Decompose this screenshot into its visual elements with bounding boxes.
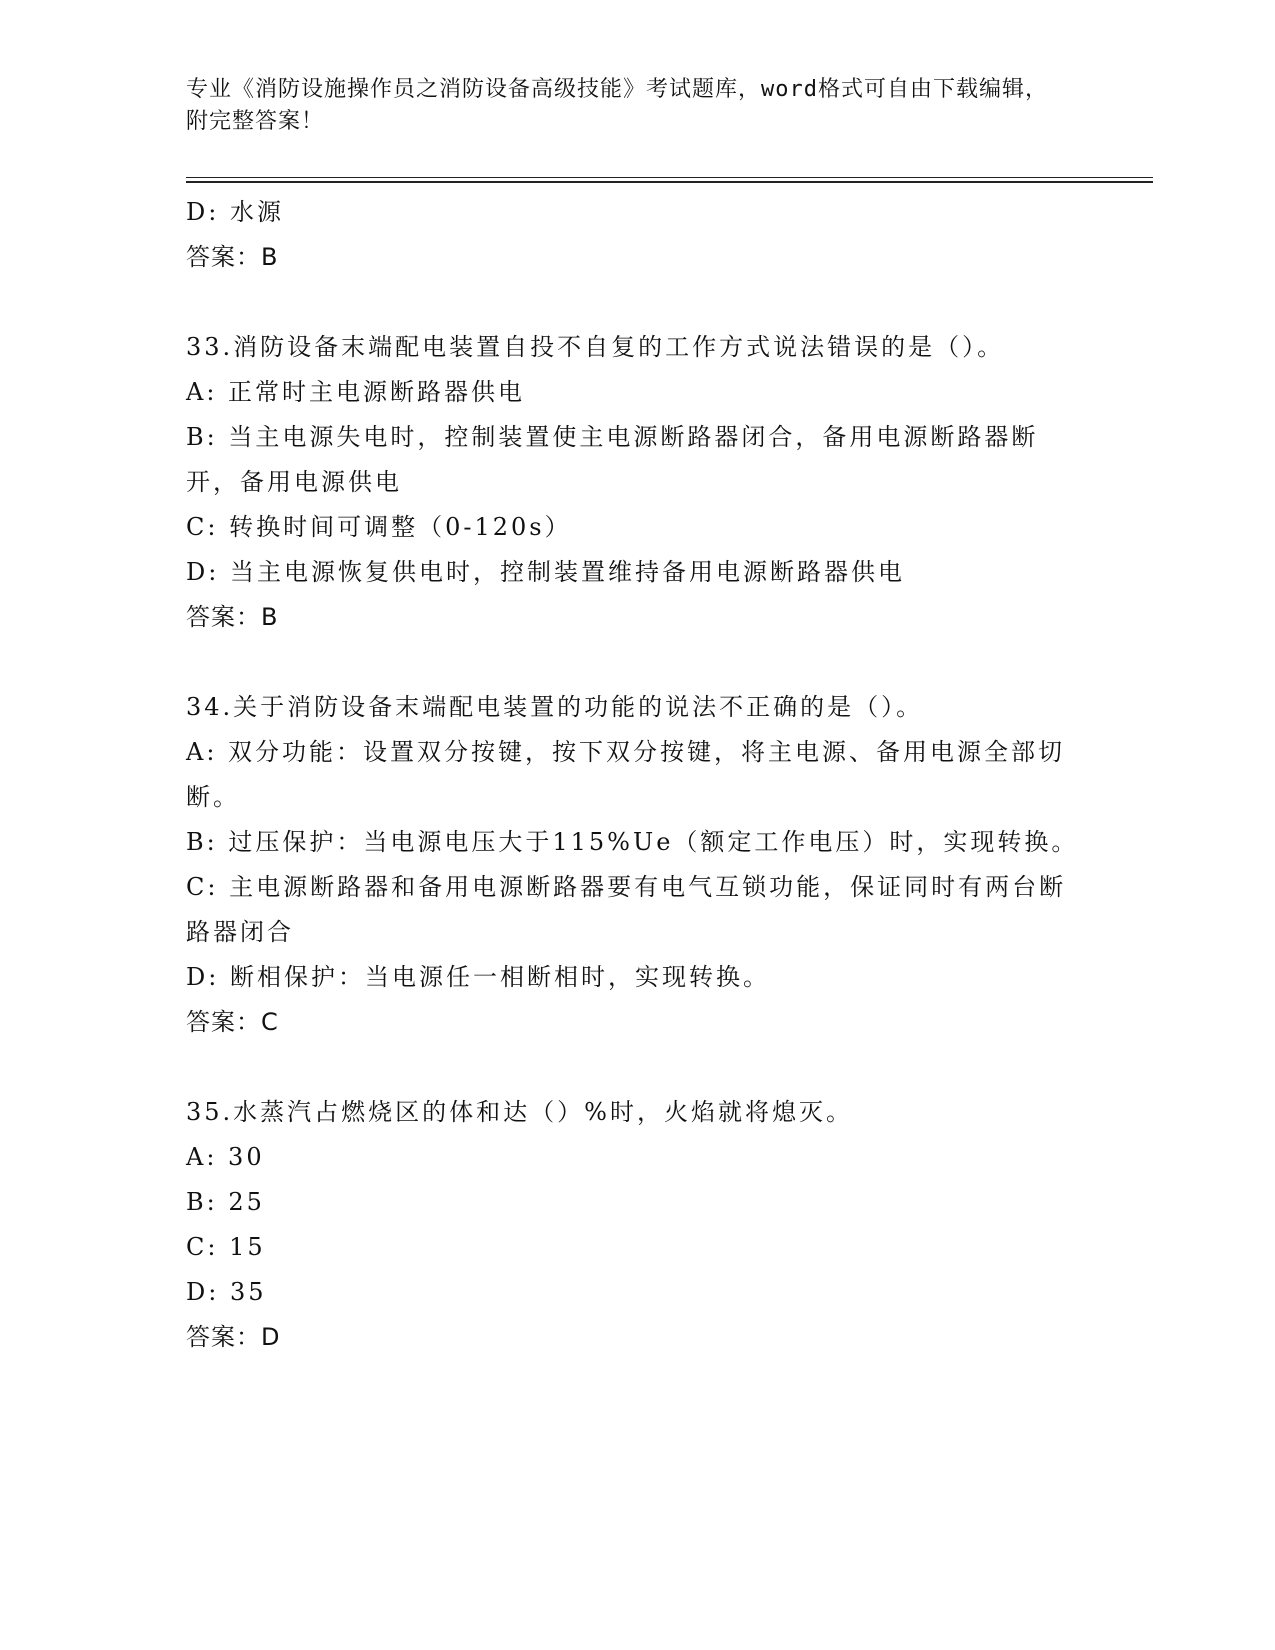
document-header: 专业《消防设施操作员之消防设备高级技能》考试题库，word格式可自由下载编辑，附完整答案！	[186, 77, 1048, 134]
option-c: C: 主电源断路器和备用电源断路器要有电气互锁功能，保证同时有两台断路器闭合	[186, 873, 1067, 946]
previous-question-tail	[186, 190, 1086, 280]
answer-line: 答案：B	[186, 603, 279, 631]
question-35	[186, 1090, 1086, 1360]
option-b: B: 当主电源失电时，控制装置使主电源断路器闭合，备用电源断路器断开，备用电源供电	[186, 423, 1039, 496]
option-d: D: 35	[186, 1278, 267, 1306]
option-c: C: 15	[186, 1233, 266, 1261]
question-content	[186, 190, 1086, 1360]
question-stem: 35.水蒸汽占燃烧区的体和达（）%时，火焰就将熄灭。	[186, 1098, 853, 1126]
option-b: B: 25	[186, 1188, 265, 1216]
option-a: A: 双分功能：设置双分按键，按下双分按键，将主电源、备用电源全部切断。	[186, 738, 1066, 811]
question-stem: 33.消防设备末端配电装置自投不自复的工作方式说法错误的是（）。	[186, 333, 1005, 361]
option-d: D: 断相保护：当电源任一相断相时，实现转换。	[186, 963, 770, 991]
question-33	[186, 325, 1086, 640]
option-a: A: 30	[186, 1143, 265, 1171]
option-b: B: 过压保护：当电源电压大于115%Ue（额定工作电压）时，实现转换。	[186, 828, 1079, 856]
answer-line: 答案：C	[186, 1008, 279, 1036]
header-divider-thick	[186, 181, 1153, 183]
option-d: D: 当主电源恢复供电时，控制装置维持备用电源断路器供电	[186, 558, 905, 586]
question-stem: 34.关于消防设备末端配电装置的功能的说法不正确的是（）。	[186, 693, 924, 721]
option-a: A: 正常时主电源断路器供电	[186, 378, 526, 406]
answer-line: 答案：D	[186, 1323, 281, 1351]
question-34	[186, 685, 1086, 1045]
answer-line: 答案：B	[186, 243, 279, 271]
option-d: D: 水源	[186, 198, 284, 226]
option-c: C: 转换时间可调整（0-120s）	[186, 513, 572, 541]
header-divider-thin	[186, 177, 1153, 178]
